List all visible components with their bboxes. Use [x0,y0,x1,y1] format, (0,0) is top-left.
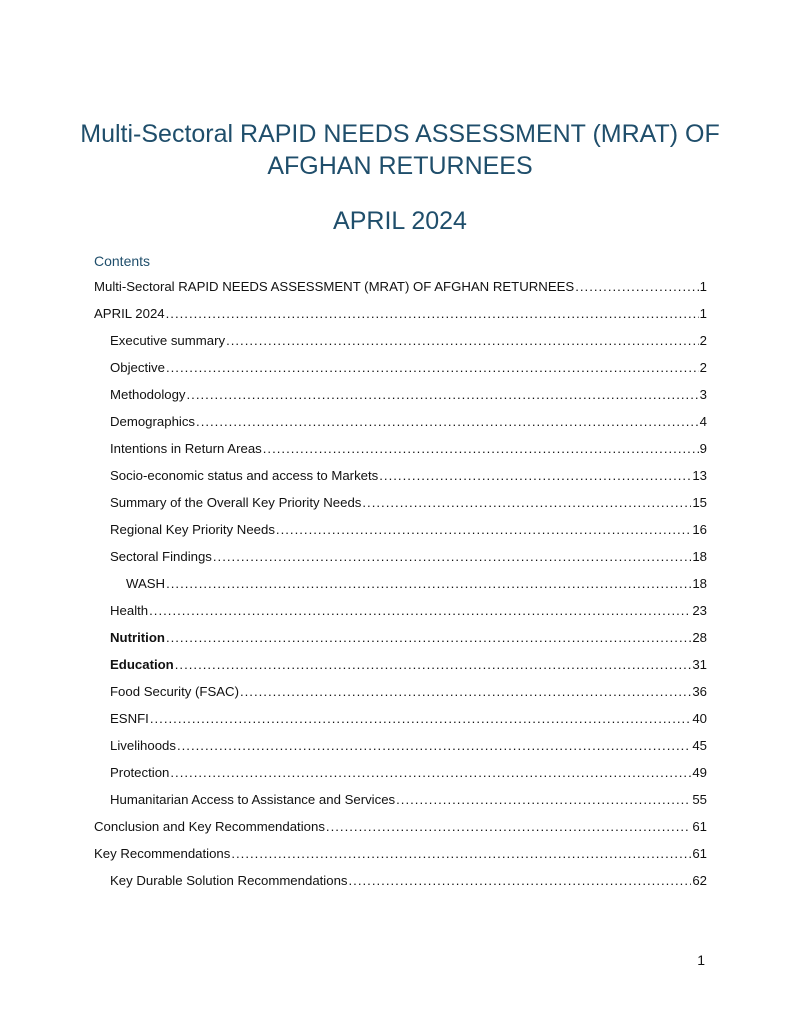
toc-entry-label: Summary of the Overall Key Priority Needs [110,495,362,510]
toc-entry[interactable] [94,683,707,710]
toc-entry-label: WASH [126,576,166,591]
page-number: 1 [697,952,705,968]
toc-dot-leader [213,548,691,566]
toc-dot-leader [263,440,699,458]
table-of-contents [94,278,707,899]
toc-entry-page: 18 [692,576,707,591]
toc-entry-page: 40 [692,711,707,726]
toc-entry-label: Food Security (FSAC) [110,684,239,699]
toc-entry-label: APRIL 2024 [94,306,165,321]
toc-entry[interactable] [94,332,707,359]
toc-dot-leader [187,386,699,404]
toc-entry[interactable] [94,710,707,737]
toc-dot-leader [166,359,699,377]
toc-entry-page: 23 [692,603,707,618]
toc-dot-leader [166,629,691,647]
toc-entry-page: 1 [699,306,707,321]
toc-entry[interactable] [94,629,707,656]
toc-dot-leader [575,278,698,296]
toc-entry-page: 9 [699,441,707,456]
toc-dot-leader [166,305,699,323]
contents-heading: Contents [94,253,151,269]
toc-entry-page: 31 [692,657,707,672]
toc-entry[interactable] [94,737,707,764]
toc-entry[interactable] [94,845,707,872]
toc-entry[interactable] [94,440,707,467]
toc-entry-page: 61 [692,846,707,861]
toc-entry-label: Regional Key Priority Needs [110,522,275,537]
toc-entry[interactable] [94,413,707,440]
toc-entry-label: Executive summary [110,333,226,348]
toc-entry-label: Demographics [110,414,196,429]
toc-entry-label: Nutrition [110,630,165,645]
toc-entry-page: 61 [692,819,707,834]
toc-entry[interactable] [94,494,707,521]
toc-entry-label: Conclusion and Key Recommendations [94,819,325,834]
toc-entry[interactable] [94,467,707,494]
toc-entry[interactable] [94,278,707,305]
toc-entry[interactable] [94,521,707,548]
toc-entry[interactable] [94,791,707,818]
toc-entry-label: Multi-Sectoral RAPID NEEDS ASSESSMENT (MRAT) OF AFGHAN RETURNEES [94,279,575,294]
toc-entry[interactable] [94,575,707,602]
toc-entry-label: Health [110,603,149,618]
toc-entry-label: Education [110,657,174,672]
toc-entry-page: 36 [692,684,707,699]
toc-entry[interactable] [94,305,707,332]
toc-entry-page: 15 [692,495,707,510]
toc-entry[interactable] [94,818,707,845]
toc-entry-page: 16 [692,522,707,537]
toc-dot-leader [231,845,691,863]
toc-entry-label: ESNFI [110,711,149,726]
toc-entry-label: Protection [110,765,170,780]
toc-entry-label: Humanitarian Access to Assistance and Services [110,792,396,807]
toc-entry[interactable] [94,602,707,629]
toc-dot-leader [240,683,691,701]
toc-entry-label: Livelihoods [110,738,176,753]
toc-entry[interactable] [94,359,707,386]
toc-entry[interactable] [94,872,707,899]
toc-entry-label: Objective [110,360,165,375]
toc-entry-label: Socio-economic status and access to Markets [110,468,379,483]
toc-dot-leader [196,413,699,431]
toc-dot-leader [166,575,691,593]
toc-entry-page: 18 [692,549,707,564]
toc-entry[interactable] [94,656,707,683]
toc-entry-label: Methodology [110,387,186,402]
toc-dot-leader [149,602,691,620]
toc-entry-label: Key Durable Solution Recommendations [110,873,348,888]
toc-dot-leader [276,521,691,539]
toc-dot-leader [150,710,691,728]
document-title: Multi-Sectoral RAPID NEEDS ASSESSMENT (MRAT) OF AFGHAN RETURNEES [80,120,720,180]
toc-entry[interactable] [94,548,707,575]
toc-entry-page: 28 [692,630,707,645]
toc-entry-page: 62 [692,873,707,888]
toc-dot-leader [379,467,691,485]
toc-entry-page: 2 [699,360,707,375]
toc-dot-leader [226,332,699,350]
toc-entry-page: 49 [692,765,707,780]
toc-entry-page: 4 [699,414,707,429]
toc-entry[interactable] [94,764,707,791]
toc-entry-label: Intentions in Return Areas [110,441,262,456]
toc-entry-page: 3 [699,387,707,402]
toc-entry-label: Sectoral Findings [110,549,212,564]
toc-entry-page: 2 [699,333,707,348]
toc-entry-page: 45 [692,738,707,753]
toc-dot-leader [177,737,691,755]
toc-dot-leader [349,872,692,890]
toc-entry-label: Key Recommendations [94,846,231,861]
toc-dot-leader [326,818,691,836]
toc-entry[interactable] [94,386,707,413]
document-date: APRIL 2024 [333,207,467,235]
toc-dot-leader [170,764,691,782]
toc-entry-page: 1 [699,279,707,294]
toc-entry-page: 55 [692,792,707,807]
toc-entry-page: 13 [692,468,707,483]
toc-dot-leader [396,791,691,809]
toc-dot-leader [362,494,691,512]
toc-dot-leader [175,656,692,674]
